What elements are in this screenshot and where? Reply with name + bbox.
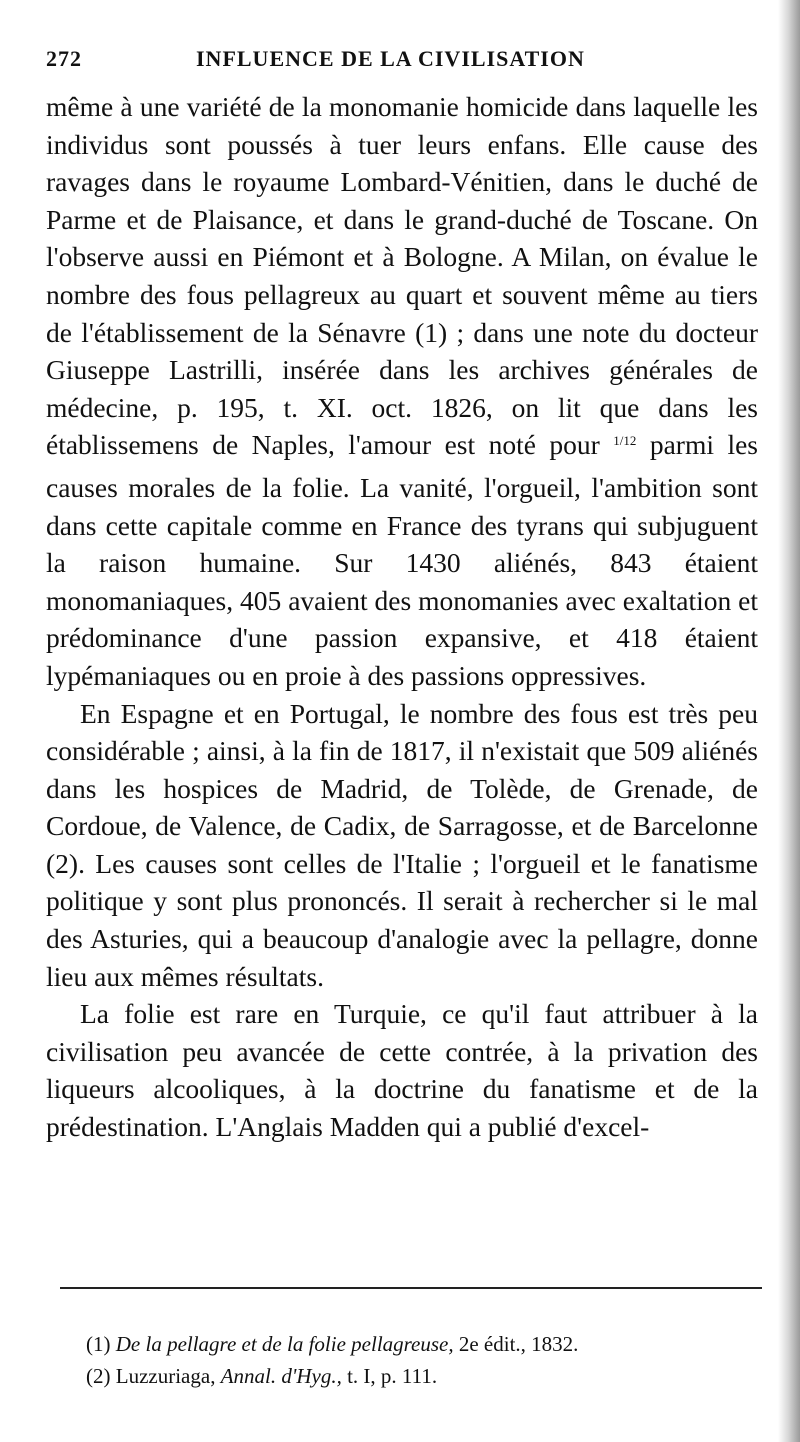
footnote-marker: (2) [86, 1364, 111, 1388]
book-page [46, 40, 758, 1146]
footnote-1 [86, 1328, 766, 1360]
footnote-marker: (1) [86, 1332, 111, 1356]
running-title: INFLUENCE DE LA CIVILISATION [196, 46, 585, 71]
footnote-author: Luzzuriaga, [115, 1364, 216, 1388]
fraction-value: 1/12 [613, 433, 637, 449]
paragraph-italy [46, 88, 758, 695]
body-text [46, 88, 758, 1146]
page-number: 272 [46, 46, 82, 71]
footnote-title: De la pellagre et de la folie pellagreuse, [115, 1332, 454, 1356]
paragraph-text-continued: parmi les causes morales de la folie. La vanité, l'orgueil, l'ambition sont dans cette capitale comme en France des tyrans qui subjuguent la raison humaine. Sur 1430 aliénés, 843 étaient monomaniaques, 405 avaient des monomanies avec exaltation et prédominance d'une passion expansive, et 418 étaient lypémaniaques ou en proie à des passions oppressives. [46, 429, 758, 691]
page-header [46, 40, 758, 88]
footnotes [86, 1328, 766, 1392]
footnote-edition: 2e édit., 1832. [458, 1332, 579, 1356]
footnote-2 [86, 1360, 766, 1392]
scan-page-edge [778, 0, 800, 1442]
paragraph-spain: En Espagne et en Portugal, le nombre des fous est très peu considérable ; ainsi, à la fin de 1817, il n'existait que 509 aliénés dans les hospices de Madrid, de Tolède, de Grenade, de Cordoue, de Valence, de Cadix, de Sarragosse, et de Barcelonne (2). Les causes sont celles de l'Italie ; l'orgueil et le fanatisme politique y sont plus prononcés. Il serait à rechercher si le mal des Asturies, qui a beaucoup d'analogie avec la pellagre, donne lieu aux mêmes résultats. [46, 697, 758, 992]
paragraph-text: même à une variété de la monomanie homicide dans laquelle les individus sont poussés à tuer leurs enfans. Elle cause des ravages dans le royaume Lombard-Vénitien, dans le duché de Parme et de Plaisance, et dans le grand-duché de Toscane. On l'observe aussi en Piémont et à Bologne. A Milan, on évalue le nombre des fous pellagreux au quart et souvent même au tiers de l'établissement de la Sénavre (1) ; dans une note du docteur Giuseppe Lastrilli, insérée dans les archives générales de médecine, p. 195, t. XI. oct. 1826, on lit que dans les établissemens de Naples, l'amour est noté pour [46, 91, 758, 461]
paragraph-turkey: La folie est rare en Turquie, ce qu'il faut attribuer à la civilisation peu avancée de cette contrée, à la privation des liqueurs alcooliques, à la doctrine du fanatisme et de la prédestination. L'Anglais Madden qui a publié d'excel- [46, 998, 758, 1143]
footnote-reference: t. I, p. 111. [347, 1364, 438, 1388]
footnote-journal: Annal. d'Hyg., [220, 1364, 342, 1388]
footnote-rule [60, 1287, 762, 1289]
